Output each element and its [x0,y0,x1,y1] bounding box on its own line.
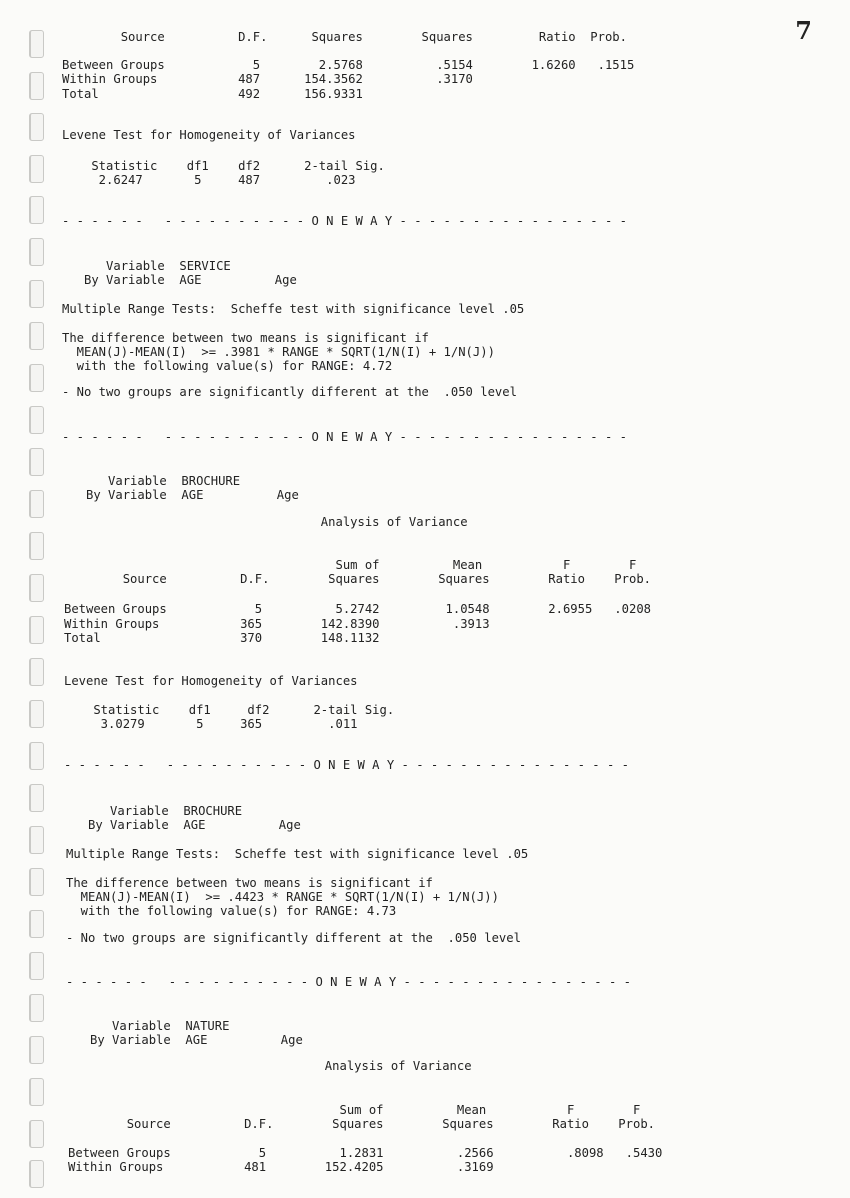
printout-line: Variable BROCHURE [66,804,243,818]
printout-line: 2.6247 5 487 .023 [62,173,356,187]
printout-line: Sum of Mean F F [68,1103,641,1117]
printout-line: with the following value(s) for RANGE: 4.72 [62,359,393,373]
printout-line: By Variable AGE Age [62,273,297,287]
printout-line: Multiple Range Tests: Scheffe test with significance level .05 [66,847,529,861]
printout-line: Total 492 156.9331 [62,87,363,101]
printout-line: Variable SERVICE [62,259,231,273]
printout-line: - - - - - - - - - - - - - - - - O N E W A Y - - - - - - - - - - - - - - - - [62,214,627,228]
printout-line: Between Groups 5 2.5768 .5154 1.6260 .1515 [62,58,635,72]
printout-line: with the following value(s) for RANGE: 4.73 [66,904,397,918]
page-number: 7 [795,16,812,45]
printout-line: Total 370 148.1132 [64,631,380,645]
printout-line: Analysis of Variance [68,1059,472,1073]
printout-line: - - - - - - - - - - - - - - - - O N E W A Y - - - - - - - - - - - - - - - - [62,430,627,444]
printout-line: Multiple Range Tests: Scheffe test with significance level .05 [62,302,525,316]
printout-line: The difference between two means is significant if [62,331,429,345]
printout-line: By Variable AGE Age [64,488,299,502]
printout-line: The difference between two means is significant if [66,876,433,890]
printout-line: Within Groups 365 142.8390 .3913 [64,617,490,631]
printout-line: Statistic df1 df2 2-tail Sig. [64,703,395,717]
printout-line: MEAN(J)-MEAN(I) >= .4423 * RANGE * SQRT(1/N(I) + 1/N(J)) [66,890,499,904]
printout-line: MEAN(J)-MEAN(I) >= .3981 * RANGE * SQRT(1/N(I) + 1/N(J)) [62,345,495,359]
printout-line: Variable BROCHURE [64,474,241,488]
printout-line: Variable NATURE [68,1019,230,1033]
printout-line: Levene Test for Homogeneity of Variances [64,674,358,688]
printout-line: Analysis of Variance [64,515,468,529]
printout-line: - No two groups are significantly different at the .050 level [66,931,521,945]
printout-line: Source D.F. Squares Squares Ratio Prob. [62,30,627,44]
printout-line: By Variable AGE Age [68,1033,303,1047]
printout-line: - - - - - - - - - - - - - - - - O N E W A Y - - - - - - - - - - - - - - - - [66,975,631,989]
printout-line: Between Groups 5 5.2742 1.0548 2.6955 .0208 [64,602,651,616]
printout-line: Within Groups 481 152.4205 .3169 [68,1160,494,1174]
printout-line: Source D.F. Squares Squares Ratio Prob. [64,572,651,586]
printout-line: Levene Test for Homogeneity of Variances [62,128,356,142]
printout-line: 3.0279 5 365 .011 [64,717,358,731]
printout-line: - No two groups are significantly different at the .050 level [62,385,517,399]
printout-line: Between Groups 5 1.2831 .2566 .8098 .5430 [68,1146,663,1160]
printout-line: Source D.F. Squares Squares Ratio Prob. [68,1117,655,1131]
printout-line: Statistic df1 df2 2-tail Sig. [62,159,385,173]
printout-line: Within Groups 487 154.3562 .3170 [62,72,473,86]
printout-line: Sum of Mean F F [64,558,637,572]
printout-line: - - - - - - - - - - - - - - - - O N E W A Y - - - - - - - - - - - - - - - - [64,758,629,772]
printout-line: By Variable AGE Age [66,818,301,832]
